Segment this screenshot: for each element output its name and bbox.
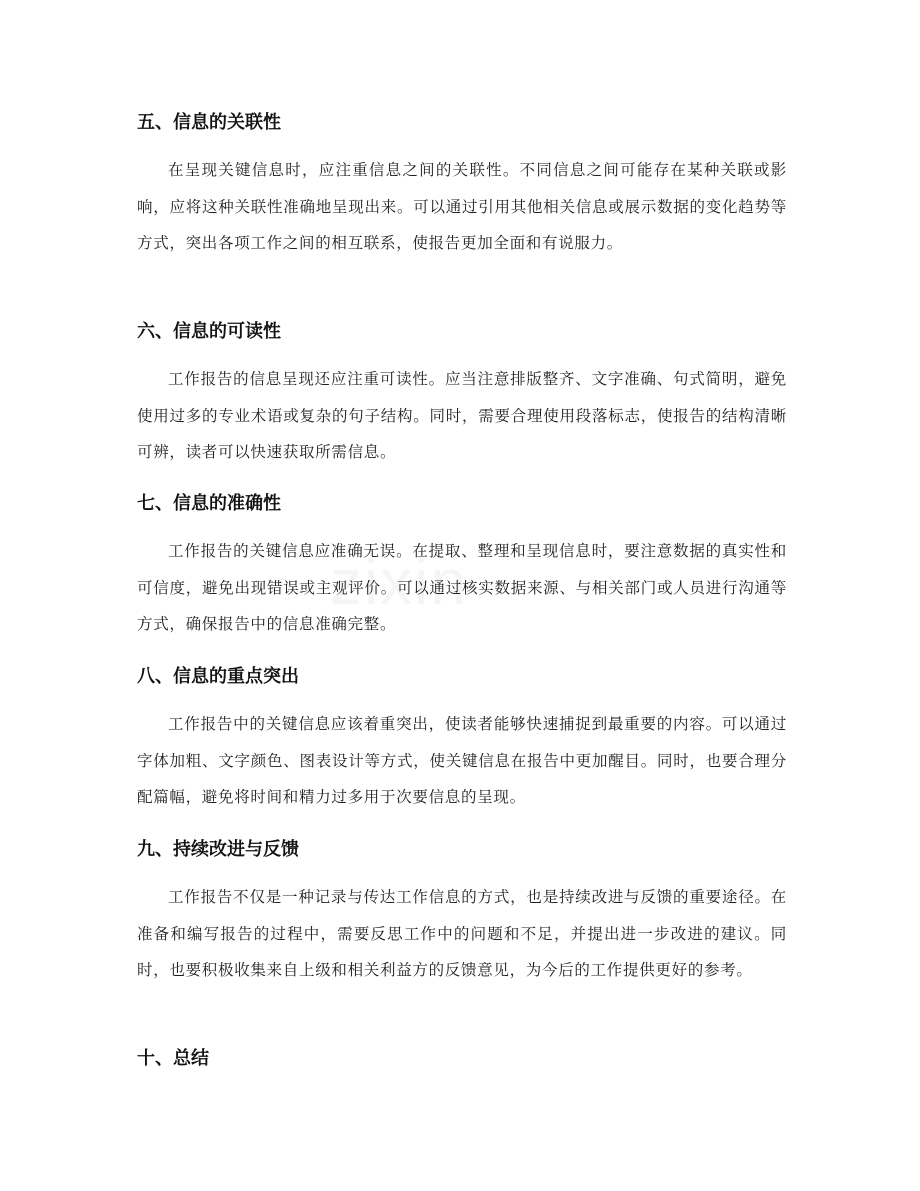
section-heading: 十、总结 <box>137 1048 209 1069</box>
section-9 <box>137 839 787 989</box>
section-paragraph: 在呈现关键信息时，应注重信息之间的关联性。不同信息之间可能存在某种关联或影响，应将这种关联性准确地呈现出来。可以通过引用其他相关信息或展示数据的变化趋势等方式，突出各项工作之间的相互联系，使报告更加全面和有说服力。 <box>137 161 787 252</box>
section-7 <box>137 493 787 643</box>
section-8 <box>137 666 787 816</box>
section-paragraph: 工作报告的信息呈现还应注重可读性。应当注意排版整齐、文字准确、句式简明，避免使用过多的专业术语或复杂的句子结构。同时，需要合理使用段落标志，使报告的结构清晰可辨，读者可以快速获取所需信息。 <box>137 370 787 461</box>
section-heading: 七、信息的准确性 <box>137 493 281 514</box>
section-heading: 六、信息的可读性 <box>137 321 281 342</box>
section-heading: 九、持续改进与反馈 <box>137 839 299 860</box>
section-6 <box>137 321 787 471</box>
section-10 <box>137 1048 787 1070</box>
section-heading: 八、信息的重点突出 <box>137 666 299 687</box>
section-paragraph: 工作报告的关键信息应准确无误。在提取、整理和呈现信息时，要注意数据的真实性和可信度，避免出现错误或主观评价。可以通过核实数据来源、与相关部门或人员进行沟通等方式，确保报告中的信息准确完整。 <box>137 542 787 633</box>
section-5 <box>137 112 787 262</box>
section-paragraph: 工作报告不仅是一种记录与传达工作信息的方式，也是持续改进与反馈的重要途径。在准备和编写报告的过程中，需要反思工作中的问题和不足，并提出进一步改进的建议。同时，也要积极收集来自上级和相关利益方的反馈意见，为今后的工作提供更好的参考。 <box>137 888 787 979</box>
section-paragraph: 工作报告中的关键信息应该着重突出，使读者能够快速捕捉到最重要的内容。可以通过字体加粗、文字颜色、图表设计等方式，使关键信息在报告中更加醒目。同时，也要合理分配篇幅，避免将时间和精力过多用于次要信息的呈现。 <box>137 715 787 806</box>
section-heading: 五、信息的关联性 <box>137 112 281 133</box>
